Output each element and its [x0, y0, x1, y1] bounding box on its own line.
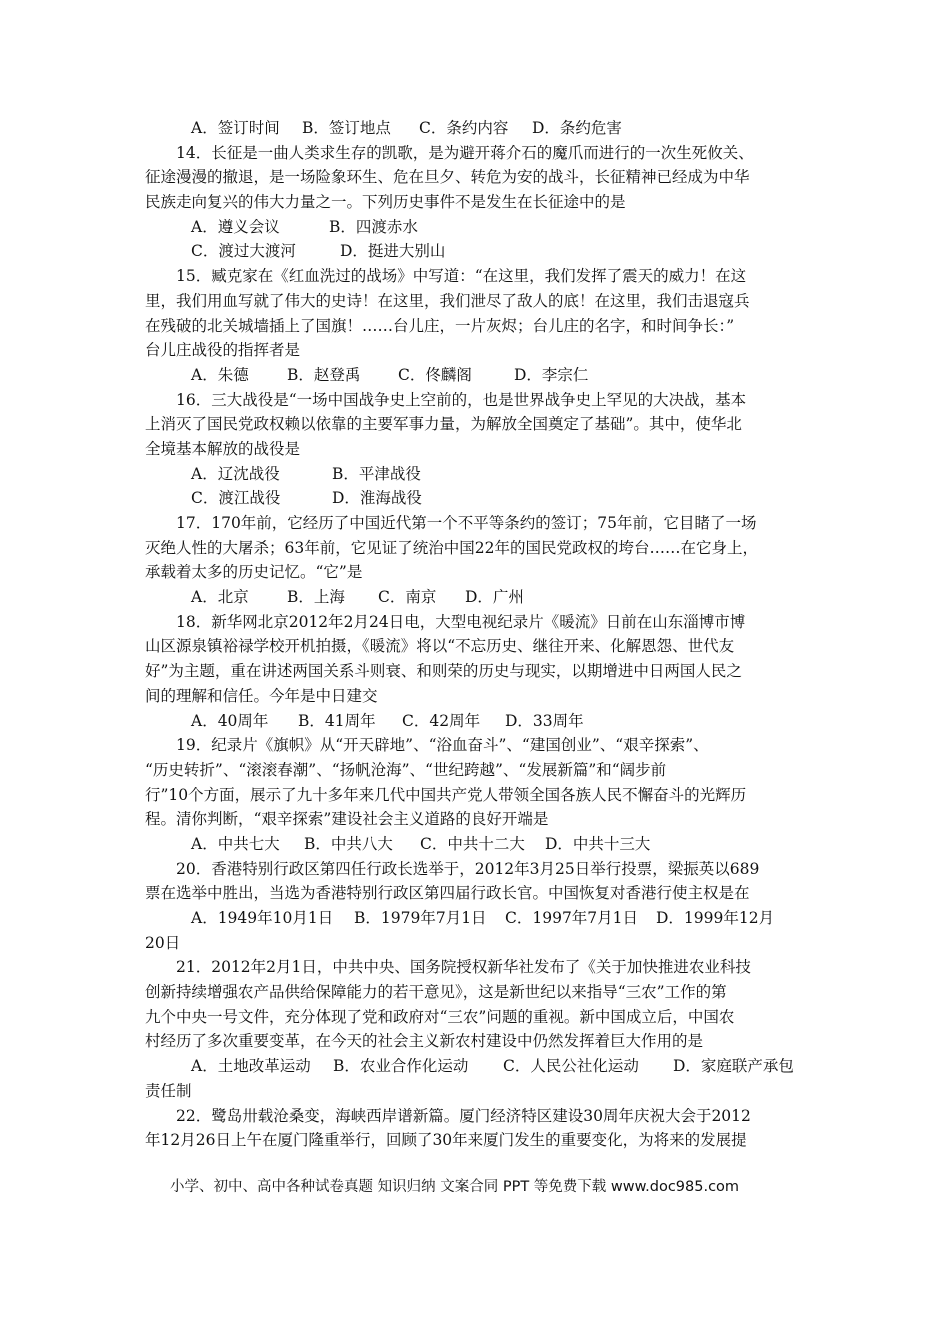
- answer-option: D．李宗仁: [514, 365, 589, 384]
- text-line: 16．三大战役是“一场中国战争史上空前的，也是世界战争史上罕见的大决战，基本: [176, 390, 747, 409]
- answer-option: B．41周年: [298, 711, 376, 730]
- answer-option: B．上海: [287, 588, 345, 607]
- option-line: [145, 1054, 810, 1079]
- text-line: 台儿庄战役的指挥者是: [145, 341, 301, 360]
- text-line: 里，我们用血写就了伟大的史诗！在这里，我们泄尽了敌人的底！在这里，我们击退寇兵: [145, 291, 750, 310]
- text-line: 程。清你判断，“艰辛探索”建设社会主义道路的良好开端是: [145, 810, 549, 829]
- answer-option: B．平津战役: [332, 464, 421, 483]
- answer-option: A．1949年10月1日: [191, 909, 334, 927]
- answer-option: D．淮海战役: [332, 489, 422, 508]
- answer-option: D．广州: [465, 588, 524, 607]
- answer-option: B．赵登禹: [287, 365, 361, 384]
- text-line: 票在选举中胜出，当选为香港特别行政区第四届行政长官。中国恢复对香港行使主权是在: [145, 884, 750, 903]
- answer-option: A．签订时间: [191, 119, 280, 137]
- answer-option: D．条约危害: [532, 119, 622, 137]
- answer-option: C．1997年7月1日: [505, 909, 639, 927]
- option-line: [145, 215, 810, 240]
- answer-option: A．遵义会议: [191, 217, 280, 236]
- option-line: [145, 239, 810, 264]
- text-line: 山区源泉镇裕禄学校开机拍摄，《暖流》将以“不忘历史、继往开来、化解恩怨、世代友: [145, 637, 735, 656]
- text-line: 村经历了多次重要变革，在今天的社会主义新农村建设中仍然发挥着巨大作用的是: [145, 1032, 704, 1051]
- option-line: [145, 363, 810, 388]
- answer-option: C．42周年: [402, 711, 481, 730]
- text-line: 14．长征是一曲人类求生存的凯歌，是为避开蒋介石的魔爪而进行的一次生死攸关、: [176, 143, 754, 162]
- option-line: [145, 709, 810, 734]
- text-line: 18．新华网北京2012年2月24日电，大型电视纪录片《暖流》日前在山东淄博市博: [176, 612, 746, 631]
- option-line: [145, 116, 810, 141]
- text-line: “历史转折”、“滚滚春潮”、“扬帆沧海”、“世纪跨越”、“发展新篇”和“阔步前: [145, 760, 667, 779]
- answer-option: B．四渡赤水: [329, 217, 418, 236]
- answer-option: C．渡江战役: [191, 489, 281, 508]
- option-line: [145, 832, 810, 857]
- answer-option: B．中共八大: [304, 834, 393, 853]
- text-line: 上消灭了国民党政权赖以依靠的主要军事力量，为解放全国奠定了基础”。其中，使华北: [145, 415, 742, 434]
- text-line: 征途漫漫的撤退，是一场险象环生、危在旦夕、转危为安的战斗，长征精神已经成为中华: [145, 168, 750, 187]
- answer-option: C．人民公社化运动: [503, 1057, 639, 1076]
- page-footer: 小学、初中、高中各种试卷真题 知识归纳 文案合同 PPT 等免费下载 www.doc985.com: [170, 1179, 740, 1195]
- answer-option: D．33周年: [505, 711, 584, 730]
- answer-option: A．40周年: [191, 711, 269, 730]
- answer-option: D．挺进大别山: [340, 242, 446, 261]
- text-line: 22．鹭岛卅载沧桑变，海峡西岸谱新篇。厦门经济特区建设30周年庆祝大会于2012: [176, 1106, 751, 1125]
- text-line: 全境基本解放的战役是: [145, 439, 301, 458]
- answer-option: A．中共七大: [191, 834, 280, 853]
- text-line: 九个中央一号文件，充分体现了党和政府对“三农”问题的重视。新中国成立后，中国农: [145, 1007, 735, 1026]
- text-line: 承载着太多的历史记忆。“它”是: [145, 563, 363, 582]
- text-line: 在残破的北关城墙插上了国旗！……台儿庄，一片灰烬；台儿庄的名字，和时间争长：”: [145, 316, 735, 335]
- answer-option: A．北京: [191, 588, 249, 607]
- answer-option: C．南京: [378, 588, 437, 607]
- text-line: 好”为主题，重在讲述两国关系斗则衰、和则荣的历史与现实，以期增进中日两国人民之: [145, 662, 742, 681]
- text-line: 21．2012年2月1日，中共中央、国务院授权新华社发布了《关于加快推进农业科技: [176, 958, 751, 977]
- option-line: [145, 906, 810, 931]
- text-line: 20．香港特别行政区第四任行政长选举于，2012年3月25日举行投票，梁振英以689: [176, 859, 760, 878]
- option-line: [145, 462, 810, 487]
- text-line: 间的理解和信任。今年是中日建交: [145, 686, 378, 705]
- answer-option: D．1999年12月: [656, 909, 775, 927]
- answer-option: C．渡过大渡河: [191, 242, 296, 261]
- text-line: 灭绝人性的大屠杀；63年前，它见证了统治中国22年的国民党政权的垮台……在它身上，: [145, 538, 758, 557]
- answer-option: D．家庭联产承包: [673, 1057, 794, 1076]
- answer-option: C．条约内容: [419, 119, 509, 137]
- text-line: 19．纪录片《旗帜》从“开天辟地”、“浴血奋斗”、“建国创业”、“艰辛探索”、: [176, 736, 709, 755]
- text-line: 年12月26日上午在厦门隆重举行，回顾了30年来厦门发生的重要变化，为将来的发展提: [145, 1131, 747, 1150]
- text-line: 行”10个方面，展示了九十多年来几代中国共产党人带领全国各族人民不懈奋斗的光辉历: [145, 785, 747, 804]
- answer-option: B．1979年7月1日: [354, 909, 487, 927]
- answer-option: A．土地改革运动: [191, 1057, 311, 1076]
- text-line: 民族走向复兴的伟大力量之一。下列历史事件不是发生在长征途中的是: [145, 193, 626, 212]
- answer-option: A．辽沈战役: [191, 464, 280, 483]
- text-line: 15．臧克家在《红血洗过的战场》中写道：“在这里，我们发挥了震天的威力！在这: [176, 267, 747, 286]
- answer-option: C．佟麟阁: [398, 365, 472, 384]
- text-line: 创新持续增强农产品供给保障能力的若干意见》，这是新世纪以来指导“三农”工作的第: [145, 983, 727, 1002]
- text-line: 20日: [145, 933, 181, 952]
- document-body: [145, 116, 810, 1153]
- answer-option: D．中共十三大: [545, 834, 651, 853]
- option-line: [145, 585, 810, 610]
- text-line: 17．170年前，它经历了中国近代第一个不平等条约的签订；75年前，它目睹了一场: [176, 514, 757, 532]
- answer-option: B．农业合作化运动: [333, 1057, 469, 1076]
- answer-option: A．朱德: [191, 365, 249, 384]
- answer-option: C．中共十二大: [420, 834, 525, 853]
- text-line: 责任制: [145, 1081, 192, 1100]
- option-line: [145, 486, 810, 511]
- answer-option: B．签订地点: [302, 119, 391, 137]
